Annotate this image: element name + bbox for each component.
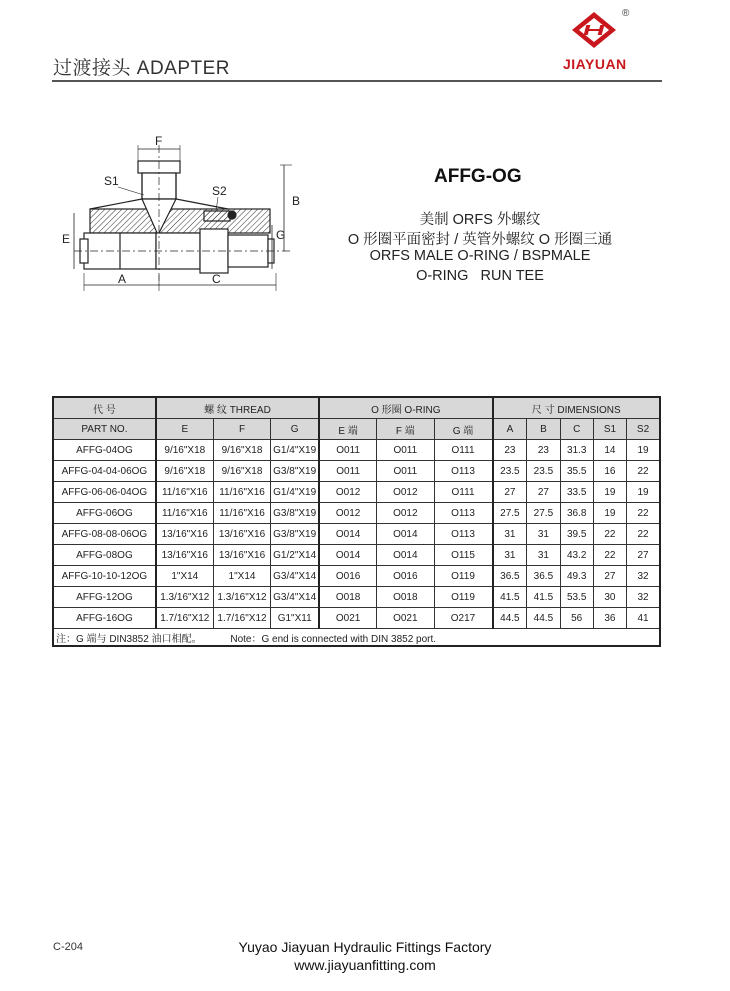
page-title: 过渡接头 ADAPTER [53, 58, 231, 79]
table-row [53, 482, 660, 503]
table-cell: 53.5 [560, 587, 593, 608]
header-divider [52, 80, 662, 82]
table-cell: 44.5 [493, 608, 527, 629]
table-cell: O014 [377, 545, 434, 566]
table-cell: AFFG-06OG [53, 503, 156, 524]
table-cell: O011 [377, 461, 434, 482]
desc-line-3: ORFS MALE O-RING / BSPMALE [369, 248, 591, 264]
table-cell: G1/2"X14 [271, 545, 319, 566]
table-cell: 33.5 [560, 482, 593, 503]
table-cell: 11/16"X16 [213, 503, 270, 524]
table-cell: O021 [377, 608, 434, 629]
table-cell: 36.5 [493, 566, 527, 587]
table-cell: 31.3 [560, 440, 593, 461]
table-cell: 1"X14 [213, 566, 270, 587]
desc-line-4: O-RING RUN TEE [416, 268, 544, 284]
table-cell: 32 [627, 587, 660, 608]
tee-fitting-drawing [60, 135, 310, 295]
table-cell: 9/16"X18 [213, 461, 270, 482]
dim-c-label: C [212, 272, 221, 286]
table-cell: O119 [434, 587, 492, 608]
table-cell: 14 [593, 440, 626, 461]
note-cn: 注：G 端与 DIN3852 油口相配。 [56, 633, 202, 645]
table-cell: 44.5 [527, 608, 560, 629]
table-cell: G3/4"X14 [271, 566, 319, 587]
table-cell: 31 [493, 524, 527, 545]
table-cell: 35.5 [560, 461, 593, 482]
table-cell: O111 [434, 440, 492, 461]
table-cell: 23 [493, 440, 527, 461]
col-header: E 端 [319, 419, 376, 440]
header-code: 代 号 [53, 397, 156, 419]
col-header: C [560, 419, 593, 440]
dim-e-label: E [62, 232, 71, 246]
page-number: C-204 [53, 941, 83, 953]
table-cell: O012 [319, 503, 376, 524]
table-cell: AFFG-10-10-12OG [53, 566, 156, 587]
table-cell: O014 [319, 545, 376, 566]
table-cell: 36.8 [560, 503, 593, 524]
dim-s1-label: S1 [104, 174, 119, 188]
note-en: Note：G end is connected with DIN 3852 port. [230, 633, 437, 645]
dim-a-label: A [118, 272, 127, 286]
table-cell: O012 [377, 503, 434, 524]
table-cell: 31 [527, 545, 560, 566]
table-row [53, 524, 660, 545]
table-cell: O113 [434, 524, 492, 545]
table-cell: 27 [493, 482, 527, 503]
dim-b-label: B [292, 194, 301, 208]
table-cell: O021 [319, 608, 376, 629]
table-cell: 19 [593, 503, 626, 524]
table-row [53, 545, 660, 566]
table-cell: G1/4"X19 [271, 482, 319, 503]
table-cell: 1.7/16"X12 [213, 608, 270, 629]
spec-table [52, 396, 661, 647]
table-cell: 22 [627, 503, 660, 524]
table-cell: 32 [627, 566, 660, 587]
table-cell: O111 [434, 482, 492, 503]
table-row [53, 503, 660, 524]
col-header: E [156, 419, 213, 440]
table-cell: O217 [434, 608, 492, 629]
table-cell: O012 [377, 482, 434, 503]
registered-mark: ® [622, 8, 630, 19]
table-cell: G3/8"X19 [271, 503, 319, 524]
col-header: S1 [593, 419, 626, 440]
table-cell: 13/16"X16 [156, 545, 213, 566]
table-cell: 43.2 [560, 545, 593, 566]
table-cell: O011 [319, 440, 376, 461]
table-cell: O113 [434, 461, 492, 482]
table-cell: 27 [627, 545, 660, 566]
table-cell: 1.3/16"X12 [156, 587, 213, 608]
table-cell: 11/16"X16 [213, 482, 270, 503]
table-cell: 22 [627, 524, 660, 545]
table-row [53, 587, 660, 608]
table-cell: 27 [593, 566, 626, 587]
table-cell: 9/16"X18 [156, 440, 213, 461]
table-cell: 39.5 [560, 524, 593, 545]
col-header: F [213, 419, 270, 440]
table-cell: 13/16"X16 [156, 524, 213, 545]
table-cell: O014 [377, 524, 434, 545]
table-cell: G1"X11 [271, 608, 319, 629]
table-cell: 22 [593, 545, 626, 566]
table-cell: O113 [434, 503, 492, 524]
table-cell: 30 [593, 587, 626, 608]
col-header: B [527, 419, 560, 440]
table-cell: 27 [527, 482, 560, 503]
table-cell: O018 [319, 587, 376, 608]
table-cell: AFFG-12OG [53, 587, 156, 608]
spec-table-body [53, 440, 660, 629]
dim-s2-label: S2 [212, 184, 227, 198]
table-cell: 36 [593, 608, 626, 629]
table-cell: 13/16"X16 [213, 545, 270, 566]
table-cell: O115 [434, 545, 492, 566]
table-cell: 1.3/16"X12 [213, 587, 270, 608]
table-cell: 56 [560, 608, 593, 629]
company-name: Yuyao Jiayuan Hydraulic Fittings Factory [238, 939, 492, 955]
table-cell: 36.5 [527, 566, 560, 587]
table-cell: 41.5 [493, 587, 527, 608]
table-cell: O011 [319, 461, 376, 482]
table-cell: 19 [593, 482, 626, 503]
table-cell: 41.5 [527, 587, 560, 608]
table-cell: 49.3 [560, 566, 593, 587]
table-cell: AFFG-06-06-04OG [53, 482, 156, 503]
table-cell: G3/4"X14 [271, 587, 319, 608]
table-cell: 23.5 [493, 461, 527, 482]
header-thread: 螺 纹 THREAD [156, 397, 319, 419]
col-header: S2 [627, 419, 660, 440]
col-header: G [271, 419, 319, 440]
table-cell: AFFG-08-08-06OG [53, 524, 156, 545]
table-cell: 41 [627, 608, 660, 629]
table-row [53, 461, 660, 482]
table-cell: O016 [377, 566, 434, 587]
table-cell: O011 [377, 440, 434, 461]
table-cell: 23.5 [527, 461, 560, 482]
table-cell: O018 [377, 587, 434, 608]
brand-name: JIAYUAN [563, 56, 627, 72]
header-oring: O 形圈 O-RING [319, 397, 492, 419]
header-dimensions: 尺 寸 DIMENSIONS [493, 397, 660, 419]
table-cell: 23 [527, 440, 560, 461]
table-cell: AFFG-04OG [53, 440, 156, 461]
col-header: PART NO. [53, 419, 156, 440]
table-cell: G1/4"X19 [271, 440, 319, 461]
table-cell: 11/16"X16 [156, 482, 213, 503]
table-note [53, 629, 660, 647]
table-cell: O119 [434, 566, 492, 587]
table-cell: AFFG-04-04-06OG [53, 461, 156, 482]
table-cell: O016 [319, 566, 376, 587]
table-cell: O012 [319, 482, 376, 503]
table-cell: 31 [527, 524, 560, 545]
col-header: G 端 [434, 419, 492, 440]
table-cell: 1"X14 [156, 566, 213, 587]
part-code: AFFG-OG [434, 166, 522, 187]
table-cell: 13/16"X16 [213, 524, 270, 545]
table-cell: O014 [319, 524, 376, 545]
company-website: www.jiayuanfitting.com [294, 957, 436, 973]
table-cell: 22 [627, 461, 660, 482]
table-row [53, 566, 660, 587]
dim-f-label: F [155, 135, 163, 148]
table-cell: G3/8"X19 [271, 461, 319, 482]
dim-g-label: G [276, 228, 286, 242]
table-cell: AFFG-16OG [53, 608, 156, 629]
table-row [53, 440, 660, 461]
desc-line-2: O 形圈平面密封 / 英管外螺纹 O 形圈三通 [347, 232, 613, 248]
table-cell: 9/16"X18 [156, 461, 213, 482]
table-cell: 22 [593, 524, 626, 545]
table-cell: 19 [627, 482, 660, 503]
table-row [53, 608, 660, 629]
table-cell: 27.5 [527, 503, 560, 524]
table-cell: 19 [627, 440, 660, 461]
col-header: A [493, 419, 527, 440]
col-header: F 端 [377, 419, 434, 440]
table-cell: 9/16"X18 [213, 440, 270, 461]
table-cell: 1.7/16"X12 [156, 608, 213, 629]
table-cell: 16 [593, 461, 626, 482]
desc-line-1: 美制 ORFS 外螺纹 [419, 212, 541, 228]
table-cell: 11/16"X16 [156, 503, 213, 524]
table-cell: 27.5 [493, 503, 527, 524]
table-cell: AFFG-08OG [53, 545, 156, 566]
table-cell: 31 [493, 545, 527, 566]
table-cell: G3/8"X19 [271, 524, 319, 545]
